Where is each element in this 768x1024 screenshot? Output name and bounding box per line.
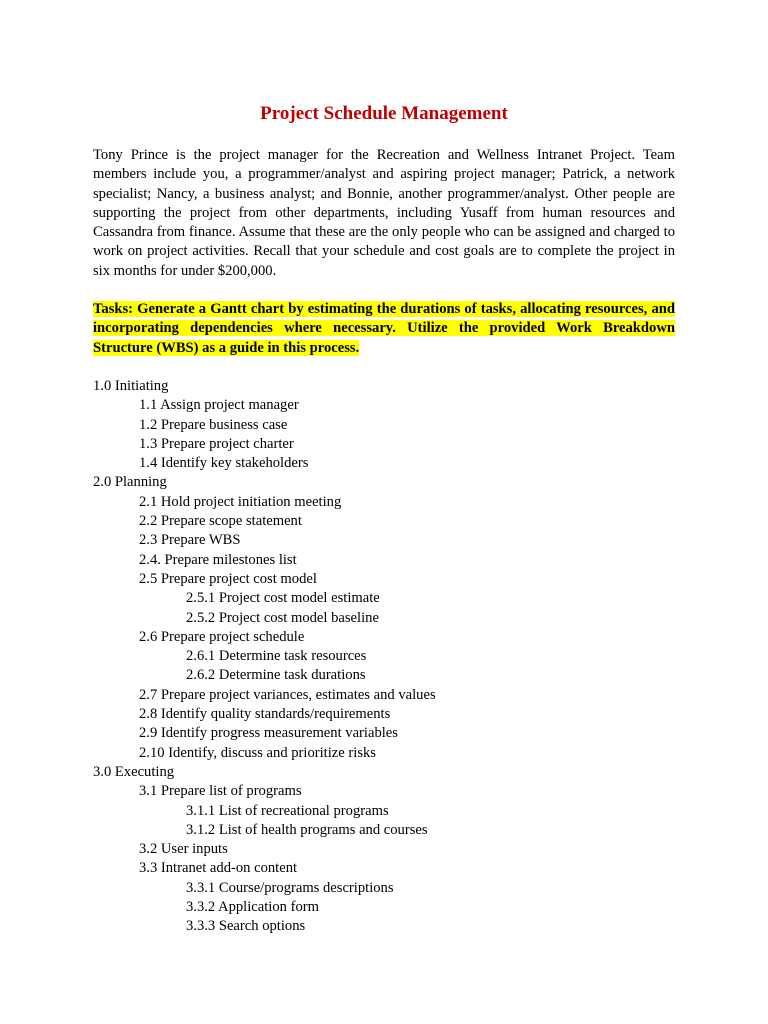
wbs-item-level-2: 3.2 User inputs bbox=[139, 841, 228, 858]
wbs-item-level-2: 2.9 Identify progress measurement variables bbox=[139, 725, 398, 742]
wbs-item-level-3: 3.3.3 Search options bbox=[186, 918, 306, 935]
wbs-item-level-2: 2.5 Prepare project cost model bbox=[139, 570, 317, 587]
wbs-item-level-3: 2.5.2 Project cost model baseline bbox=[186, 609, 379, 626]
wbs-item-level-2: 2.10 Identify, discuss and prioritize risks bbox=[139, 744, 376, 761]
wbs-item-level-3: 2.5.1 Project cost model estimate bbox=[186, 590, 380, 607]
wbs-item-level-2: 3.3 Intranet add-on content bbox=[139, 860, 298, 877]
wbs-item-level-2: 1.3 Prepare project charter bbox=[139, 435, 294, 452]
wbs-item-level-1: 2.0 Planning bbox=[93, 474, 167, 491]
wbs-item-level-1: 3.0 Executing bbox=[93, 763, 175, 780]
wbs-item-level-2: 2.6 Prepare project schedule bbox=[139, 628, 305, 645]
wbs-item-level-3: 3.1.1 List of recreational programs bbox=[186, 802, 389, 819]
document-title: Project Schedule Management bbox=[260, 103, 508, 124]
wbs-item-level-2: 1.4 Identify key stakeholders bbox=[139, 455, 309, 472]
wbs-item-level-3: 3.3.2 Application form bbox=[186, 899, 319, 916]
tasks-highlight: Tasks: Generate a Gantt chart by estimating the durations of tasks, allocating resources, and incorporating dependencies where necessary. Utilize the provided Work Breakdown Structure (WBS) as a guide in this process. bbox=[93, 301, 675, 356]
wbs-item-level-2: 2.2 Prepare scope statement bbox=[139, 513, 302, 530]
wbs-item-level-3: 3.1.2 List of health programs and courses bbox=[186, 821, 428, 838]
wbs-item-level-2: 3.1 Prepare list of programs bbox=[139, 783, 302, 800]
wbs-item-level-2: 2.7 Prepare project variances, estimates and values bbox=[139, 686, 436, 703]
wbs-item-level-2: 2.1 Hold project initiation meeting bbox=[139, 493, 342, 510]
wbs-item-level-3: 2.6.2 Determine task durations bbox=[186, 667, 366, 684]
wbs-item-level-1: 1.0 Initiating bbox=[93, 378, 169, 394]
intro-paragraph: Tony Prince is the project manager for the Recreation and Wellness Intranet Project. Team members include you, a programmer/analyst and aspiring project manager; Patrick, a network specialist; Nancy, a business analyst; and Bonnie, another programmer/analyst. Other people are supporting the project from other departments, including Yusaff from human resources and Cassandra from finance. Assume that these are the only people who can be assigned and charged to work on project activities. Recall that your schedule and cost goals are to complete the project in six months for under $200,000. bbox=[93, 147, 675, 279]
wbs-item-level-2: 2.8 Identify quality standards/requirements bbox=[139, 706, 391, 723]
wbs-item-level-3: 2.6.1 Determine task resources bbox=[186, 648, 367, 665]
wbs-item-level-2: 2.4. Prepare milestones list bbox=[139, 551, 297, 568]
wbs-item-level-3: 3.3.1 Course/programs descriptions bbox=[186, 879, 394, 896]
tasks-paragraph bbox=[93, 300, 675, 358]
wbs-item-level-2: 1.1 Assign project manager bbox=[139, 397, 299, 414]
wbs-item-level-2: 1.2 Prepare business case bbox=[139, 416, 288, 433]
wbs-item-level-2: 2.3 Prepare WBS bbox=[139, 532, 241, 549]
wbs-outline bbox=[93, 377, 693, 937]
